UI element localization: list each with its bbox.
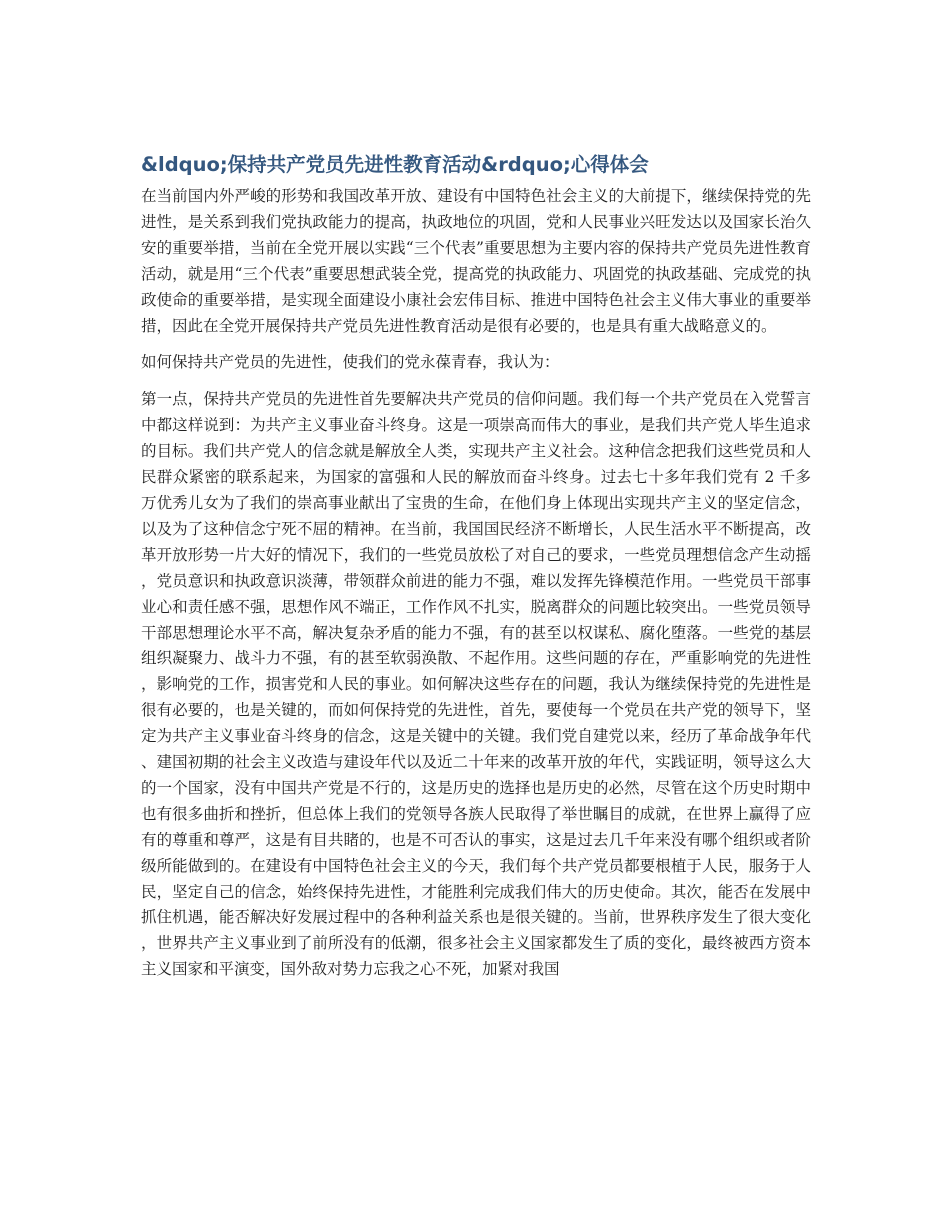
document-body xyxy=(141,150,811,983)
document-title: &ldquo;保持共产党员先进性教育活动&rdquo;心得体会 xyxy=(141,153,649,176)
paragraph-question: 如何保持共产党员的先进性，使我们的党永葆青春，我认为： xyxy=(141,353,560,372)
paragraph-intro: 在当前国内外严峻的形势和我国改革开放、建设有中国特色社会主义的大前提下，继续保持党的先进性，是关系到我们党执政能力的提高，执政地位的巩固，党和人民事业兴旺发达以及国家长治久安的重要举措，当前在全党开展以实践“三个代表”重要思想为主要内容的保持共产党员先进性教育活动，就是用“三个代表”重要思想武装全党，提高党的执政能力、巩固党的执政基础、完成党的执政使命的重要举措，是实现全面建设小康社会宏伟目标、推进中国特色社会主义伟大事业的重要举措，因此在全党开展保持共产党员先进性教育活动是很有必要的，也是具有重大战略意义的。 xyxy=(141,187,811,335)
paragraph-point-one: 第一点，保持共产党员的先进性首先要解决共产党员的信仰问题。我们每一个共产党员在入党誓言中都这样说到：为共产主义事业奋斗终身。这是一项崇高而伟大的事业，是我们共产党人毕生追求的目标。我们共产党人的信念就是解放全人类，实现共产主义社会。这种信念把我们这些党员和人民群众紧密的联系起来，为国家的富强和人民的解放而奋斗终身。过去七十多年我们党有 2 千多万优秀儿女为了我们的崇高事业献出了宝贵的生命，在他们身上体现出实现共产主义的坚定信念，以及为了这种信念宁死不屈的精神。在当前，我国国民经济不断增长，人民生活水平不断提高，改革开放形势一片大好的情况下，我们的一些党员放松了对自己的要求，一些党员理想信念产生动摇，党员意识和执政意识淡薄，带领群众前进的能力不强，难以发挥先锋模范作用。一些党员干部事业心和责任感不强，思想作风不端正，工作作风不扎实，脱离群众的问题比较突出。一些党员领导干部思想理论水平不高，解决复杂矛盾的能力不强，有的甚至以权谋私、腐化堕落。一些党的基层组织凝聚力、战斗力不强，有的甚至软弱涣散、不起作用。这些问题的存在，严重影响党的先进性，影响党的工作，损害党和人民的事业。如何解决这些存在的问题，我认为继续保持党的先进性是很有必要的，也是关键的，而如何保持党的先进性，首先，要使每一个党员在共产党的领导下，坚定为共产主义事业奋斗终身的信念，这是关键中的关键。我们党自建党以来，经历了革命战争年代、建国初期的社会主义改造与建设年代以及近二十年来的改革开放的年代，实践证明，领导这么大的一个国家，没有中国共产党是不行的，这是历史的选择也是历史的必然，尽管在这个历史时期中也有很多曲折和挫折，但总体上我们的党领导各族人民取得了举世瞩目的成就，在世界上赢得了应有的尊重和尊严，这是有目共睹的，也是不可否认的事实，这是过去几千年来没有哪个组织或者阶级所能做到的。在建设有中国特色社会主义的今天，我们每个共产党员都要根植于人民，服务于人民，坚定自己的信念，始终保持先进性，才能胜利完成我们伟大的历史使命。其次，能否在发展中抓住机遇，能否解决好发展过程中的各种利益关系也是很关键的。当前，世界秩序发生了很大变化，世界共产主义事业到了前所没有的低潮，很多社会主义国家都发生了质的变化，最终被西方资本主义国家和平演变，国外敌对势力忘我之心不死，加紧对我国 xyxy=(141,390,811,979)
